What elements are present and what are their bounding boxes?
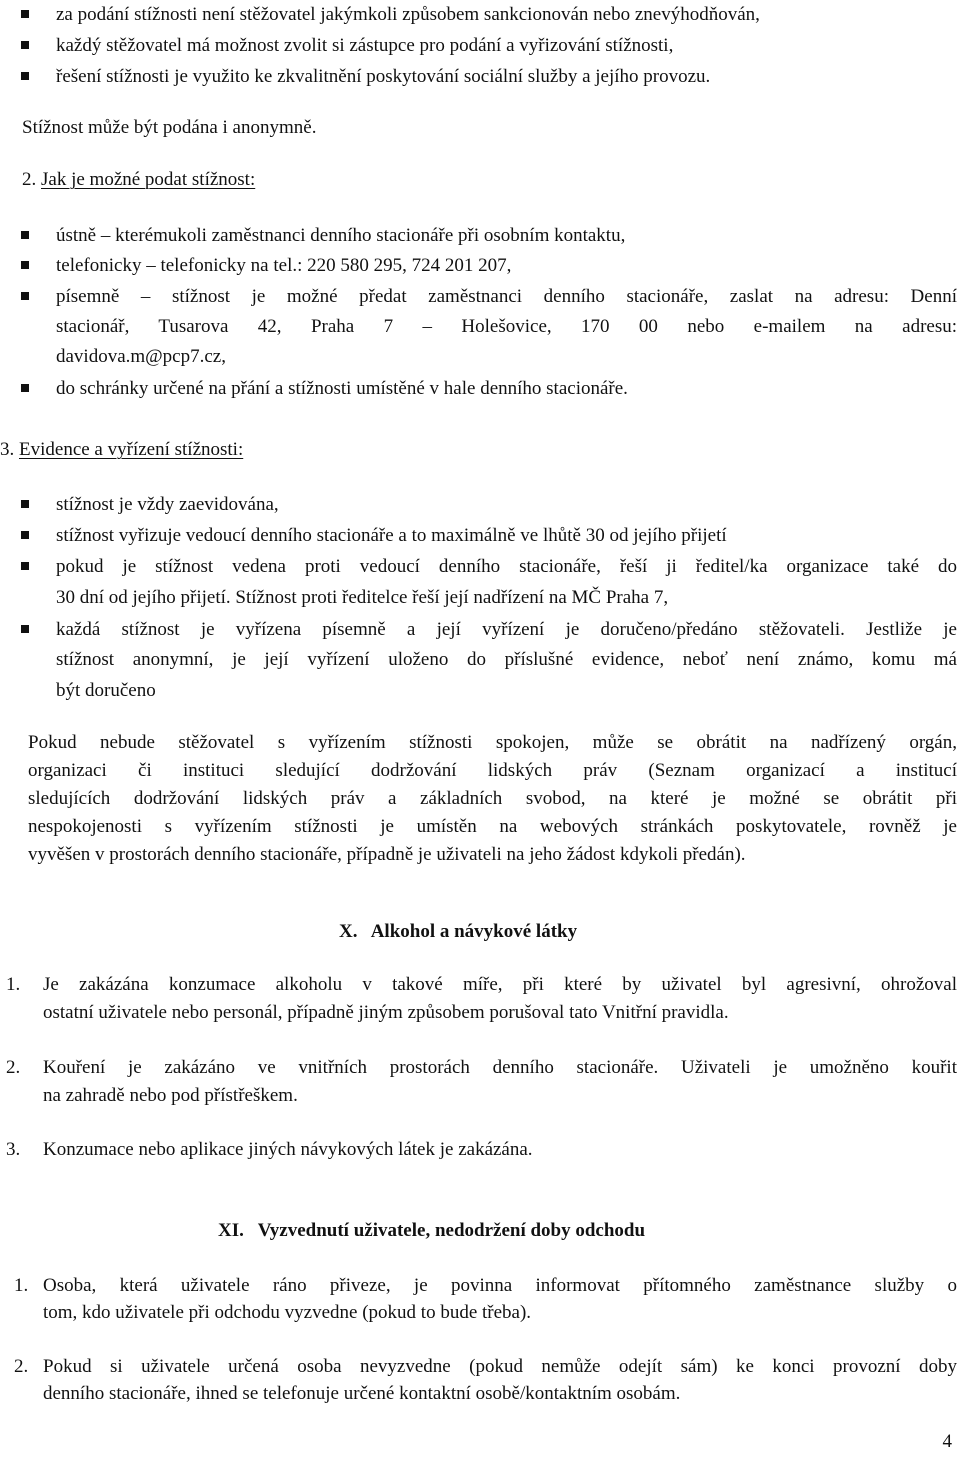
list-item: každý stěžovatel má možnost zvolit si zástupce pro podání a vyřizování stížnosti, [56,35,674,56]
list-item: do schránky určené na přání a stížnosti umístěné v hale denního stacionáře. [56,378,628,399]
bullet-icon [21,261,29,269]
bullet-icon [21,10,29,18]
bullet-icon [21,72,29,80]
bullet-icon [21,41,29,49]
list-item: písemně – stížnost je možné předat zaměstnanci denního stacionáře, zaslat na adresu: Denní [56,286,957,307]
section-title: Jak je možné podat stížnost: [41,169,256,190]
item-number: 1. [6,974,21,995]
list-item: každá stížnost je vyřízena písemně a její vyřízení je doručeno/předáno stěžovateli. Jestliže je [56,619,957,640]
appeal-paragraph-line: sledujících dodržování lidských práv a základních svobod, na které je možné se obrátit při [28,788,957,809]
appeal-paragraph-line: Pokud nebude stěžovatel s vyřízením stížnosti spokojen, může se obrátit na nadřízený orgán, [28,732,957,753]
list-item-continuation: být doručeno [56,680,156,701]
list-item: ústně – kterémukoli zaměstnanci denního stacionáře při osobním kontaktu, [56,225,626,246]
bullet-icon [21,625,29,633]
list-item-continuation: stížnost anonymní, je její vyřízení uloženo do příslušné evidence, neboť není známo, komu má [56,649,957,670]
appeal-paragraph-line: organizaci či instituci sledující dodržování lidských práv (Seznam organizací a institucí [28,760,957,781]
section-x-heading [339,917,577,947]
numbered-item-line: tom, kdo uživatele při odchodu vyzvedne (pokud to bude třeba). [43,1302,532,1323]
list-item: řešení stížnosti je využito ke zkvalitnění poskytování sociální služby a jejího provozu. [56,66,711,87]
page-number: 4 [942,1431,952,1452]
section-3-heading [0,435,243,465]
section-xi-heading [218,1216,645,1246]
section-title: Vyzvednutí uživatele, nedodržení doby odchodu [257,1220,646,1241]
anonymous-note: Stížnost může být podána i anonymně. [22,117,317,138]
bullet-icon [21,384,29,392]
bullet-icon [21,231,29,239]
section-2-heading [22,165,255,195]
item-number: 3. [6,1139,21,1160]
numbered-item-line: Konzumace nebo aplikace jiných návykových látek je zakázána. [43,1139,533,1160]
bullet-icon [21,531,29,539]
section-title: Alkohol a návykové látky [370,921,578,942]
bullet-icon [21,500,29,508]
list-item: stížnost je vždy zaevidována, [56,494,279,515]
numbered-item-line: Je zakázána konzumace alkoholu v takové míře, při které by uživatel byl agresivní, ohrožoval [43,974,957,995]
list-item-continuation: davidova.m@pcp7.cz, [56,346,226,367]
item-number: 2. [6,1057,21,1078]
section-number: XI. [218,1220,244,1241]
numbered-item-line: Kouření je zakázáno ve vnitřních prostorách denního stacionáře. Uživateli je umožněno kouřit [43,1057,957,1078]
list-item-continuation: 30 dní od jejího přijetí. Stížnost proti ředitelce řeší její nadřízení na MČ Praha 7, [56,587,669,608]
list-item: stížnost vyřizuje vedoucí denního stacionáře a to maximálně ve lhůtě 30 od jejího přijetí [56,525,727,546]
numbered-item-line: denního stacionáře, ihned se telefonuje určené kontaktní osobě/kontaktním osobám. [43,1383,681,1404]
section-number: 3. [0,439,15,460]
section-number: 2. [22,169,37,190]
list-item: pokud je stížnost vedena proti vedoucí denního stacionáře, řeší ji ředitel/ka organizace také do [56,556,957,577]
numbered-item-line: ostatní uživatele nebo personál, případně jiným způsobem porušoval tato Vnitřní pravidla. [43,1002,729,1023]
section-number: X. [339,921,358,942]
item-number: 2. [14,1356,29,1377]
section-title: Evidence a vyřízení stížnosti: [19,439,244,460]
numbered-item-line: Osoba, která uživatele ráno přiveze, je povinna informovat přítomného zaměstnance služby o [43,1275,957,1296]
numbered-item-line: na zahradě nebo pod přístřeškem. [43,1085,298,1106]
bullet-icon [21,292,29,300]
numbered-item-line: Pokud si uživatele určená osoba nevyzvedne (pokud nemůže odejít sám) ke konci provozní doby [43,1356,957,1377]
bullet-icon [21,562,29,570]
item-number: 1. [14,1275,29,1296]
list-item-continuation: stacionář, Tusarova 42, Praha 7 – Holešovice, 170 00 nebo e-mailem na adresu: [56,316,957,337]
list-item: telefonicky – telefonicky na tel.: 220 580 295, 724 201 207, [56,255,512,276]
appeal-paragraph-line: nespokojenosti s vyřízením stížnosti je umístěn na webových stránkách poskytovatele, rovněž je [28,816,957,837]
list-item: za podání stížnosti není stěžovatel jakýmkoli způsobem sankcionován nebo znevýhodňován, [56,4,760,25]
appeal-paragraph-line: vyvěšen v prostorách denního stacionáře, případně je uživateli na jeho žádost kdykoli předán). [28,844,746,865]
